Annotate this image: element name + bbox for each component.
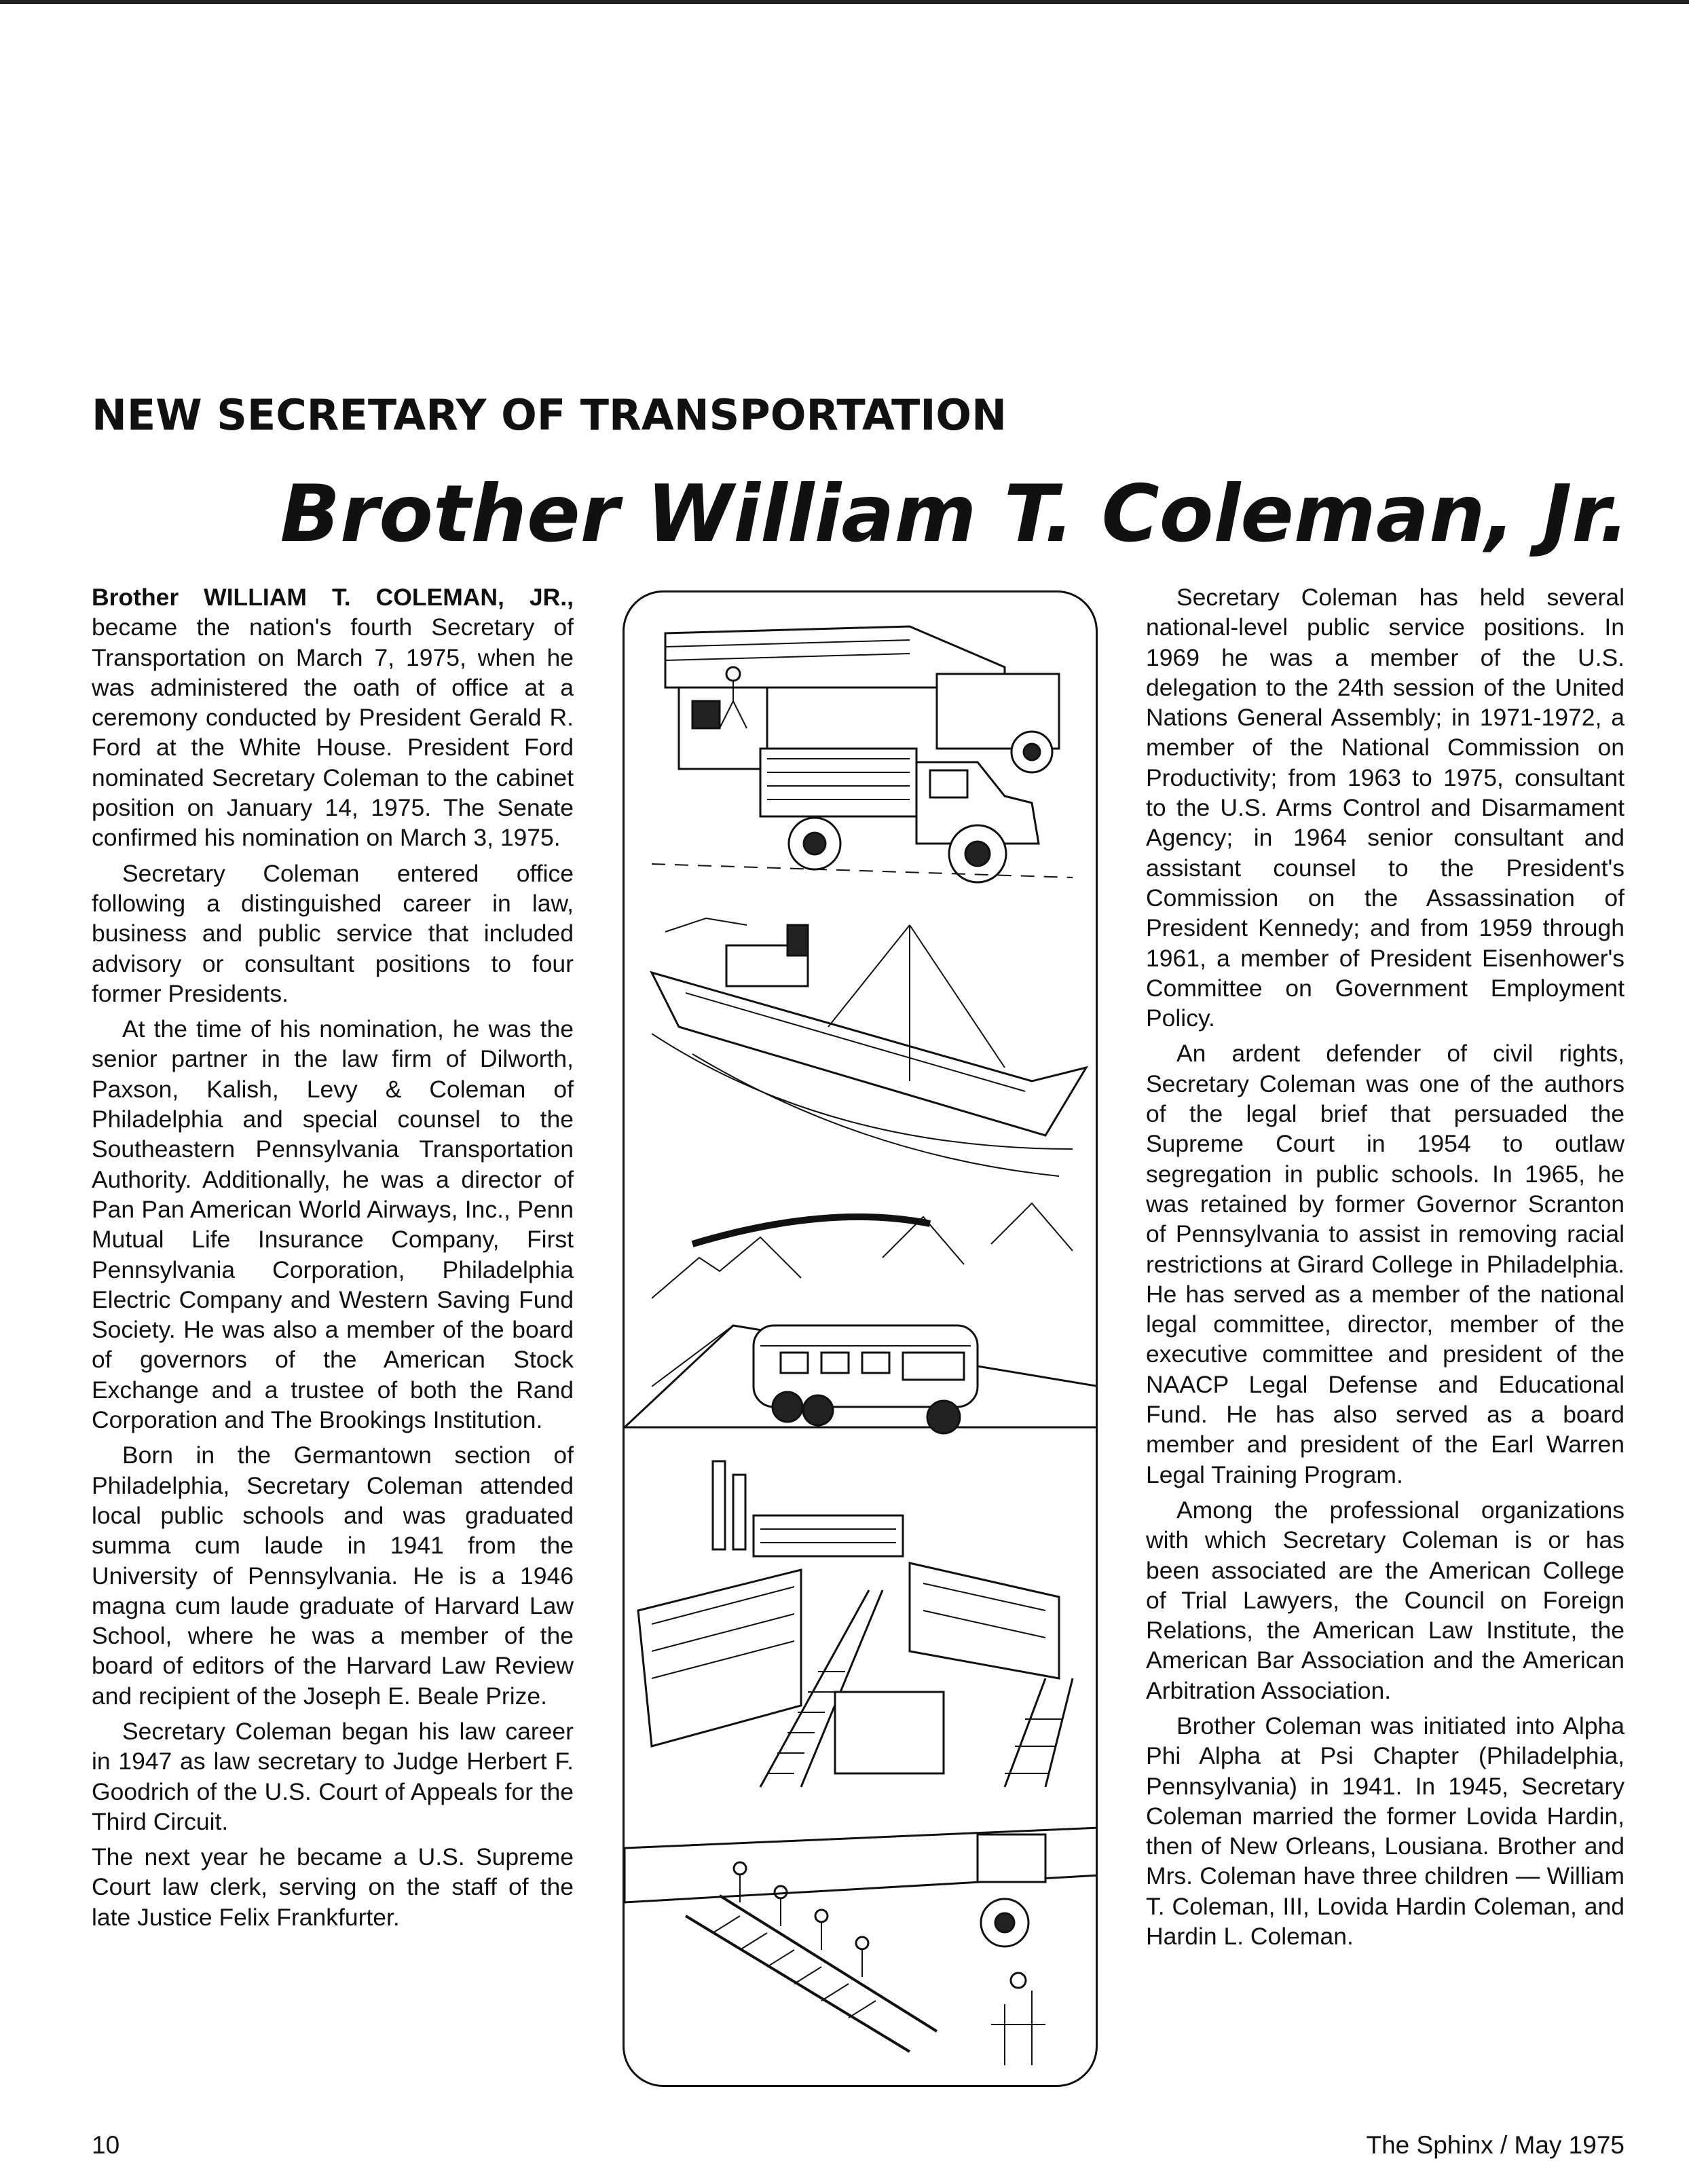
article-paragraph: Among the professional organizations with which Secretary Coleman is or has been associated are the American College of Trial Lawyers, the Council on Foreign Relations, the American Law Institute, the American Bar Association and the American Arbitration Association. — [1146, 1496, 1625, 1704]
article-paragraph: An ardent defender of civil rights, Secretary Coleman was one of the authors of the legal brief that persuaded the Supreme Court in 1954 to outlaw segregation in public schools. In 1965, he was retained by former Governor Scranton of Pennsylvania to assist in removing racial restrictions at Girard College in Philadelphia. He has served as a member of the national legal committee, director, member of the executive committee and president of the NAACP Legal Defense and Educational Fund. He has also served as a board member and president of the Earl Warren Legal Training Program. — [1146, 1040, 1625, 1488]
lead-name: Brother WILLIAM T. COLEMAN, JR., — [92, 584, 574, 611]
top-rule — [0, 0, 1689, 4]
bus-drawing — [625, 1203, 1098, 1433]
transportation-illustration — [623, 590, 1098, 2087]
article-paragraph: At the time of his nomination, he was the senior partner in the law firm of Dilworth, Paxson, Kalish, Levy & Coleman of Philadelphia and special counsel to the Southeastern Pennsylvania Transportation Authority. Additionally, he was a director of Pan Pan American World Airways, Inc., Penn Mutual Life Insurance Company, First Pennsylvania Corporation, Philadelphia Electric Company and Western Saving Fund Society. He was also a member of the board of governors of the American Stock Exchange and a trustee of both the Rand Corporation and The Brookings Institution. — [92, 1015, 574, 1434]
article-paragraph: Born in the Germantown section of Philadelphia, Secretary Coleman attended local public schools and was graduated summa cum laude in 1941 from the University of Pennsylvania. He is a 1946 magna cum laude graduate of Harvard Law School, where he was a member of the board of editors of the Harvard Law Review and recipient of the Joseph E. Beale Prize. — [92, 1442, 574, 1710]
left-column — [92, 582, 574, 1938]
paragraph-text: became the nation's fourth Secretary of Transportation on March 7, 1975, when he was administered the oath of office at a ceremony conducted by President Gerald R. Ford at the White House. President Ford nominated Secretary Coleman to the cabinet position on January 14, 1975. The Senate confirmed his nomination on March 3, 1975. — [92, 614, 574, 852]
right-column — [1146, 582, 1625, 1957]
page-number: 10 — [92, 2131, 120, 2159]
railyard-drawing — [638, 1461, 1073, 1787]
truck-drawing — [652, 626, 1073, 882]
article-paragraph: Secretary Coleman has held several national-level public service positions. In 1969 he was a member of the U.S. delegation to the 24th session of the United Nations General Assembly; in 1971-1972, a member of the National Commission on Productivity; from 1963 to 1975, consultant to the U.S. Arms Control and Disarmament Agency; in 1964 senior consultant and assistant counsel to the President's Commission on the Assassination of President Kennedy; and from 1959 through 1961, a member of President Eisenhower's Committee on Government Employment Policy. — [1146, 584, 1625, 1032]
airplane-drawing — [625, 1828, 1098, 2065]
publication-footer: The Sphinx / May 1975 — [1366, 2131, 1625, 2159]
article-paragraph: Secretary Coleman began his law career in 1947 as law secretary to Judge Herbert F. Goodrich of the U.S. Court of Appeals for the Third Circuit. — [92, 1717, 574, 1835]
kicker-heading: NEW SECRETARY OF TRANSPORTATION — [92, 390, 1007, 440]
article-paragraph — [92, 582, 574, 853]
article-paragraph: Brother Coleman was initiated into Alpha Phi Alpha at Psi Chapter (Philadelphia, Pennsylvania) in 1941. In 1945, Secretary Coleman married the former Lovida Hardin, then of New Orleans, Lousiana. Brother and Mrs. Coleman have three children — William T. Coleman, III, Lovida Hardin Coleman, and Hardin L. Coleman. — [1146, 1712, 1625, 1951]
article-paragraph: Secretary Coleman entered office following a distinguished career in law, business and public service that included advisory or consultant positions to four former Presidents. — [92, 859, 574, 1007]
page-title: Brother William T. Coleman, Jr. — [280, 468, 1629, 560]
ship-drawing — [652, 918, 1086, 1176]
article-paragraph: The next year he became a U.S. Supreme Court law clerk, serving on the staff of the late Justice Felix Frankfurter. — [92, 1843, 574, 1931]
